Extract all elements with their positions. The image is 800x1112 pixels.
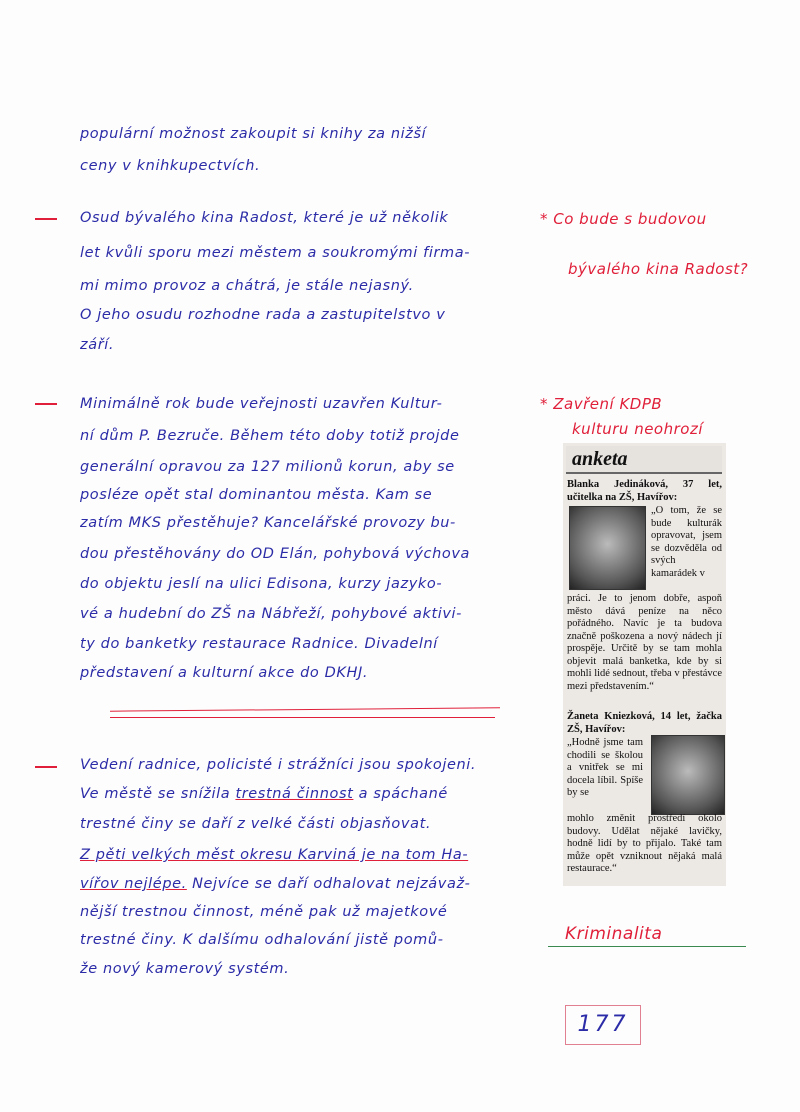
quote-text: „O tom, že se bude kulturák opravovat, jsem se dozvěděla od svých kamarádek v bbox=[651, 505, 722, 579]
bullet-dash bbox=[35, 218, 57, 220]
quote-text: „Hodně jsme tam chodili se školou a vnitřek se mi docela líbil. Spíše by se bbox=[567, 737, 643, 798]
margin-note: * Zavření KDPB bbox=[540, 395, 663, 413]
quote-text: mohlo změnit prostředí okolo budovy. Udělat nějaké lavičky, hodně lidí by to přijalo. Také tam může opět vzniknout nějaká malá restaurace.“ bbox=[567, 813, 722, 874]
respondent-photo bbox=[651, 735, 725, 815]
text-line: zatím MKS přestěhuje? Kancelářské provozy bu- bbox=[80, 515, 456, 531]
divider-line bbox=[110, 707, 500, 711]
margin-note: * Co bude s budovou bbox=[540, 210, 707, 228]
margin-note: bývalého kina Radost? bbox=[568, 260, 749, 278]
text-line: představení a kulturní akce do DKHJ. bbox=[80, 665, 369, 681]
text-line: mi mimo provoz a chátrá, je stále nejasný. bbox=[80, 278, 414, 294]
newspaper-clipping bbox=[563, 443, 726, 886]
text-line: Osud bývalého kina Radost, které je už několik bbox=[80, 210, 449, 226]
bullet-dash bbox=[35, 766, 57, 768]
divider-line bbox=[110, 717, 495, 718]
text-span: Ve městě se snížila bbox=[80, 786, 236, 802]
respondent-photo bbox=[569, 506, 646, 590]
page-number: 177 bbox=[565, 1005, 641, 1045]
text-line: do objektu jeslí na ulici Edisona, kurzy jazyko- bbox=[80, 576, 443, 592]
respondent-name: Blanka Jedináková, 37 let, učitelka na ZŠ, Havířov: bbox=[567, 479, 722, 503]
text-line: trestné činy se daří z velké části objasňovat. bbox=[80, 816, 432, 832]
text-line: Minimálně rok bude veřejnosti uzavřen Kultur- bbox=[80, 396, 443, 412]
margin-note-title: Kriminalita bbox=[565, 924, 663, 944]
underlined-text-line: Z pěti velkých měst okresu Karviná je na tom Ha- bbox=[80, 847, 469, 863]
bullet-dash bbox=[35, 403, 57, 405]
text-line: trestné činy. K dalšímu odhalování jistě pomů- bbox=[80, 932, 444, 948]
text-line: vé a hudební do ZŠ na Nábřeží, pohybové aktivi- bbox=[80, 606, 463, 622]
respondent-name: Žaneta Kniezková, 14 let, žačka ZŠ, Havířov: bbox=[567, 711, 722, 735]
quote-text: práci. Je to jenom dobře, aspoň město dává peníze na něco pořádného. Navíc je ta budova značně poškozena a nový nádech jí prospěje. Určitě by se tam mohla objevit malá banketka, kde by si mohli lidé sednout, třeba v přestávce mezi představením.“ bbox=[567, 593, 722, 692]
text-line: generální opravou za 127 milionů korun, aby se bbox=[80, 459, 455, 475]
text-line: populární možnost zakoupit si knihy za nižší bbox=[80, 126, 427, 142]
text-line: nější trestnou činnost, méně pak už majetkové bbox=[80, 904, 448, 920]
text-line bbox=[80, 876, 471, 892]
text-line: září. bbox=[80, 337, 115, 353]
text-line: dou přestěhovány do OD Elán, pohybová výchova bbox=[80, 546, 471, 562]
text-line: ceny v knihkupectvích. bbox=[80, 158, 261, 174]
green-underline bbox=[548, 946, 746, 947]
underlined-text: vířov nejlépe. bbox=[80, 876, 187, 892]
text-span: a spáchané bbox=[353, 786, 448, 802]
text-line: Vedení radnice, policisté i strážníci jsou spokojeni. bbox=[80, 757, 477, 773]
text-line: O jeho osudu rozhodne rada a zastupitelstvo v bbox=[80, 307, 446, 323]
text-line: že nový kamerový systém. bbox=[80, 961, 290, 977]
text-span: Nejvíce se daří odhalovat nejzávaž- bbox=[186, 876, 471, 892]
text-line: ty do banketky restaurace Radnice. Divadelní bbox=[80, 636, 438, 652]
text-line: let kvůli sporu mezi městem a soukromými firma- bbox=[80, 245, 471, 261]
text-line bbox=[80, 786, 448, 802]
margin-note: kulturu neohrozí bbox=[572, 420, 703, 438]
text-line: posléze opět stal dominantou města. Kam se bbox=[80, 487, 433, 503]
clipping-title: anketa bbox=[566, 446, 722, 474]
underlined-text: trestná činnost bbox=[235, 786, 354, 802]
text-line: ní dům P. Bezruče. Během této doby totiž projde bbox=[80, 428, 460, 444]
